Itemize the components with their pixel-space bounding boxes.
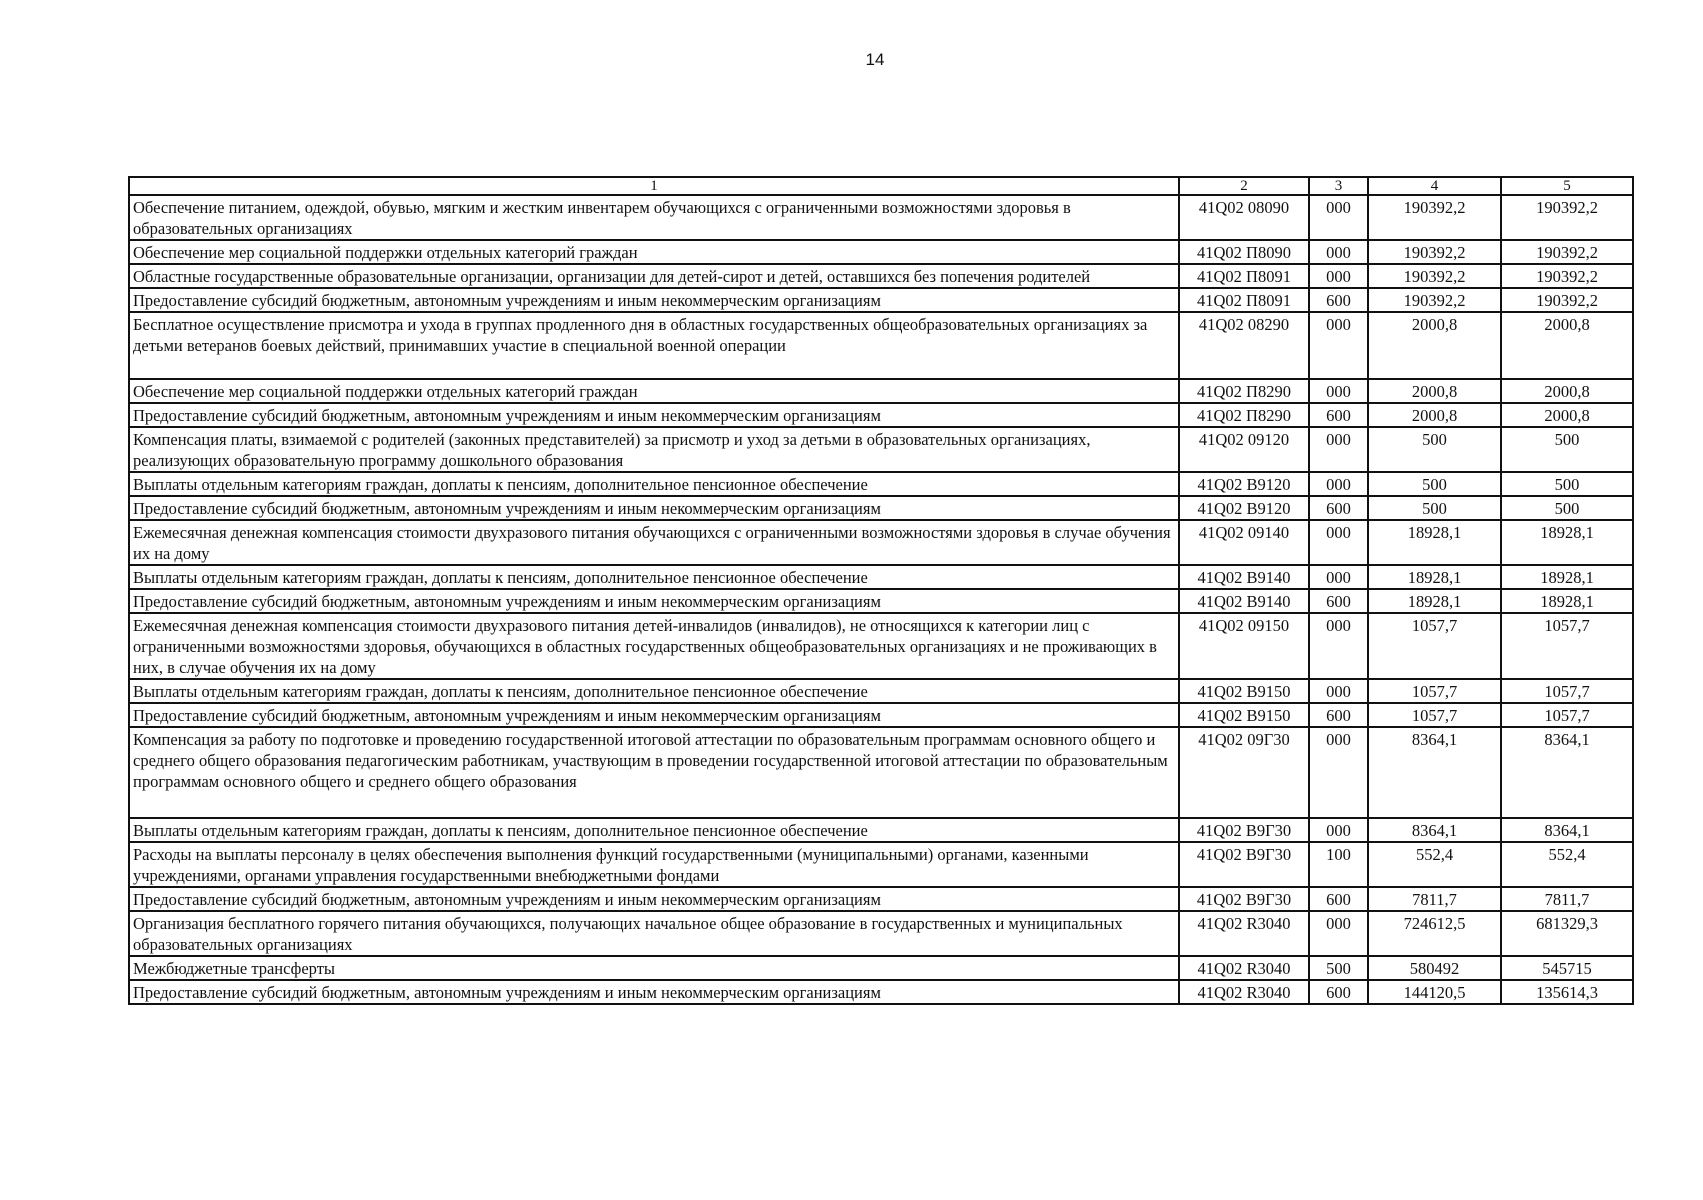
row-sum2-cell: 1057,7: [1501, 679, 1633, 703]
row-kvr-cell: 000: [1309, 565, 1368, 589]
row-code-cell: 41Q02 B9Г30: [1179, 842, 1309, 887]
row-code-cell: 41Q02 08090: [1179, 195, 1309, 240]
row-sum2-cell: 681329,3: [1501, 911, 1633, 956]
row-code-cell: 41Q02 R3040: [1179, 956, 1309, 980]
row-kvr-cell: 000: [1309, 679, 1368, 703]
row-sum1-cell: 1057,7: [1368, 679, 1501, 703]
row-code-cell: 41Q02 B9140: [1179, 589, 1309, 613]
row-sum2-cell: 8364,1: [1501, 818, 1633, 842]
row-code-cell: 41Q02 П8290: [1179, 403, 1309, 427]
table-row: [129, 818, 1633, 842]
row-sum1-cell: 18928,1: [1368, 589, 1501, 613]
row-sum1-cell: 500: [1368, 427, 1501, 472]
row-name-cell: Предоставление субсидий бюджетным, автономным учреждениям и иным некоммерческим организациям: [129, 589, 1179, 613]
header-col-4: 4: [1368, 177, 1501, 195]
row-kvr-cell: 100: [1309, 842, 1368, 887]
row-sum2-cell: 2000,8: [1501, 403, 1633, 427]
row-code-cell: 41Q02 B9140: [1179, 565, 1309, 589]
table-row: [129, 520, 1633, 565]
table-row: [129, 703, 1633, 727]
row-code-cell: 41Q02 B9120: [1179, 496, 1309, 520]
row-kvr-cell: 600: [1309, 403, 1368, 427]
row-sum1-cell: 724612,5: [1368, 911, 1501, 956]
row-kvr-cell: 000: [1309, 472, 1368, 496]
row-name-cell: Обеспечение мер социальной поддержки отдельных категорий граждан: [129, 379, 1179, 403]
row-kvr-cell: 600: [1309, 887, 1368, 911]
budget-table: [128, 176, 1634, 1005]
row-kvr-cell: 000: [1309, 520, 1368, 565]
table-row: [129, 565, 1633, 589]
row-sum2-cell: 18928,1: [1501, 589, 1633, 613]
row-name-cell: Компенсация платы, взимаемой с родителей (законных представителей) за присмотр и уход за детьми в образовательных организациях, реализующих образовательную программу дошкольного образования: [129, 427, 1179, 472]
row-name-cell: Выплаты отдельным категориям граждан, доплаты к пенсиям, дополнительное пенсионное обеспечение: [129, 818, 1179, 842]
row-code-cell: 41Q02 08290: [1179, 312, 1309, 379]
row-sum1-cell: 190392,2: [1368, 288, 1501, 312]
row-sum2-cell: 2000,8: [1501, 312, 1633, 379]
row-code-cell: 41Q02 09Г30: [1179, 727, 1309, 818]
row-sum1-cell: 144120,5: [1368, 980, 1501, 1004]
row-code-cell: 41Q02 R3040: [1179, 980, 1309, 1004]
row-sum1-cell: 2000,8: [1368, 312, 1501, 379]
row-sum1-cell: 500: [1368, 472, 1501, 496]
row-code-cell: 41Q02 B9Г30: [1179, 887, 1309, 911]
table-row: [129, 887, 1633, 911]
table-body: [129, 195, 1633, 1004]
row-code-cell: 41Q02 B9150: [1179, 703, 1309, 727]
row-kvr-cell: 000: [1309, 240, 1368, 264]
row-code-cell: 41Q02 B9150: [1179, 679, 1309, 703]
row-code-cell: 41Q02 09140: [1179, 520, 1309, 565]
row-name-cell: Предоставление субсидий бюджетным, автономным учреждениям и иным некоммерческим организациям: [129, 288, 1179, 312]
row-sum2-cell: 1057,7: [1501, 703, 1633, 727]
header-row: [129, 177, 1633, 195]
row-code-cell: 41Q02 B9Г30: [1179, 818, 1309, 842]
row-sum1-cell: 190392,2: [1368, 264, 1501, 288]
row-name-cell: Ежемесячная денежная компенсация стоимости двухразового питания детей-инвалидов (инвалидов), не относящихся к категории лиц с ограниченными возможностями здоровья, обучающихся в областных государственных общеобразовательных организациях и не проживающих в них, в случае обучения их на дому: [129, 613, 1179, 679]
table-row: [129, 427, 1633, 472]
row-sum2-cell: 500: [1501, 496, 1633, 520]
row-sum1-cell: 8364,1: [1368, 727, 1501, 818]
table-row: [129, 956, 1633, 980]
table-row: [129, 288, 1633, 312]
table-row: [129, 240, 1633, 264]
row-name-cell: Предоставление субсидий бюджетным, автономным учреждениям и иным некоммерческим организациям: [129, 980, 1179, 1004]
table-row: [129, 589, 1633, 613]
row-name-cell: Компенсация за работу по подготовке и проведению государственной итоговой аттестации по образовательным программам основного общего и среднего общего образования педагогическим работникам, участвующим в проведении государственной итоговой аттестации по образовательным программам основного общего и среднего общего образования: [129, 727, 1179, 818]
row-sum2-cell: 545715: [1501, 956, 1633, 980]
header-col-3: 3: [1309, 177, 1368, 195]
table-row: [129, 472, 1633, 496]
row-kvr-cell: 000: [1309, 727, 1368, 818]
row-sum1-cell: 1057,7: [1368, 613, 1501, 679]
row-kvr-cell: 000: [1309, 613, 1368, 679]
page-number: 14: [865, 50, 885, 69]
row-code-cell: 41Q02 09120: [1179, 427, 1309, 472]
row-sum1-cell: 552,4: [1368, 842, 1501, 887]
table-header: [129, 177, 1633, 195]
row-sum1-cell: 8364,1: [1368, 818, 1501, 842]
row-sum2-cell: 190392,2: [1501, 195, 1633, 240]
row-name-cell: Ежемесячная денежная компенсация стоимости двухразового питания обучающихся с ограниченными возможностями здоровья в случае обучения их на дому: [129, 520, 1179, 565]
row-kvr-cell: 500: [1309, 956, 1368, 980]
row-sum1-cell: 2000,8: [1368, 379, 1501, 403]
table-row: [129, 911, 1633, 956]
row-name-cell: Обеспечение мер социальной поддержки отдельных категорий граждан: [129, 240, 1179, 264]
row-name-cell: Предоставление субсидий бюджетным, автономным учреждениям и иным некоммерческим организациям: [129, 703, 1179, 727]
row-code-cell: 41Q02 B9120: [1179, 472, 1309, 496]
row-sum2-cell: 190392,2: [1501, 288, 1633, 312]
row-sum1-cell: 190392,2: [1368, 240, 1501, 264]
row-name-cell: Обеспечение питанием, одеждой, обувью, мягким и жестким инвентарем обучающихся с ограниченными возможностями здоровья в образовательных организациях: [129, 195, 1179, 240]
row-code-cell: 41Q02 09150: [1179, 613, 1309, 679]
table-row: [129, 727, 1633, 818]
row-kvr-cell: 600: [1309, 288, 1368, 312]
table-row: [129, 980, 1633, 1004]
row-name-cell: Выплаты отдельным категориям граждан, доплаты к пенсиям, дополнительное пенсионное обеспечение: [129, 565, 1179, 589]
table-row: [129, 312, 1633, 379]
row-kvr-cell: 600: [1309, 589, 1368, 613]
row-sum1-cell: 190392,2: [1368, 195, 1501, 240]
row-sum2-cell: 7811,7: [1501, 887, 1633, 911]
row-kvr-cell: 000: [1309, 312, 1368, 379]
row-sum2-cell: 18928,1: [1501, 565, 1633, 589]
row-sum1-cell: 18928,1: [1368, 520, 1501, 565]
row-sum1-cell: 580492: [1368, 956, 1501, 980]
row-name-cell: Выплаты отдельным категориям граждан, доплаты к пенсиям, дополнительное пенсионное обеспечение: [129, 679, 1179, 703]
row-code-cell: 41Q02 П8091: [1179, 288, 1309, 312]
row-sum2-cell: 135614,3: [1501, 980, 1633, 1004]
row-kvr-cell: 000: [1309, 427, 1368, 472]
row-sum1-cell: 18928,1: [1368, 565, 1501, 589]
row-sum1-cell: 500: [1368, 496, 1501, 520]
table-row: [129, 679, 1633, 703]
row-name-cell: Бесплатное осуществление присмотра и ухода в группах продленного дня в областных государственных общеобразовательных организациях за детьми ветеранов боевых действий, принимавших участие в специальной военной операции: [129, 312, 1179, 379]
row-kvr-cell: 600: [1309, 496, 1368, 520]
table-row: [129, 613, 1633, 679]
row-sum2-cell: 500: [1501, 427, 1633, 472]
row-sum2-cell: 2000,8: [1501, 379, 1633, 403]
row-sum2-cell: 18928,1: [1501, 520, 1633, 565]
row-sum1-cell: 2000,8: [1368, 403, 1501, 427]
header-col-1: 1: [129, 177, 1179, 195]
row-sum1-cell: 7811,7: [1368, 887, 1501, 911]
row-name-cell: Расходы на выплаты персоналу в целях обеспечения выполнения функций государственными (муниципальными) органами, казенными учреждениями, органами управления государственными внебюджетными фондами: [129, 842, 1179, 887]
row-code-cell: 41Q02 П8290: [1179, 379, 1309, 403]
row-kvr-cell: 000: [1309, 379, 1368, 403]
row-sum2-cell: 190392,2: [1501, 264, 1633, 288]
row-name-cell: Областные государственные образовательные организации, организации для детей-сирот и детей, оставшихся без попечения родителей: [129, 264, 1179, 288]
table-row: [129, 496, 1633, 520]
row-name-cell: Предоставление субсидий бюджетным, автономным учреждениям и иным некоммерческим организациям: [129, 403, 1179, 427]
row-kvr-cell: 600: [1309, 703, 1368, 727]
row-name-cell: Межбюджетные трансферты: [129, 956, 1179, 980]
header-col-2: 2: [1179, 177, 1309, 195]
row-sum2-cell: 500: [1501, 472, 1633, 496]
row-code-cell: 41Q02 R3040: [1179, 911, 1309, 956]
row-name-cell: Предоставление субсидий бюджетным, автономным учреждениям и иным некоммерческим организациям: [129, 887, 1179, 911]
row-sum2-cell: 552,4: [1501, 842, 1633, 887]
row-sum2-cell: 190392,2: [1501, 240, 1633, 264]
table-row: [129, 842, 1633, 887]
table-row: [129, 264, 1633, 288]
row-code-cell: 41Q02 П8091: [1179, 264, 1309, 288]
row-name-cell: Организация бесплатного горячего питания обучающихся, получающих начальное общее образование в государственных и муниципальных образовательных организациях: [129, 911, 1179, 956]
row-kvr-cell: 000: [1309, 195, 1368, 240]
row-sum2-cell: 8364,1: [1501, 727, 1633, 818]
header-col-5: 5: [1501, 177, 1633, 195]
row-name-cell: Выплаты отдельным категориям граждан, доплаты к пенсиям, дополнительное пенсионное обеспечение: [129, 472, 1179, 496]
table-row: [129, 379, 1633, 403]
table-row: [129, 403, 1633, 427]
row-name-cell: Предоставление субсидий бюджетным, автономным учреждениям и иным некоммерческим организациям: [129, 496, 1179, 520]
table-row: [129, 195, 1633, 240]
row-kvr-cell: 000: [1309, 264, 1368, 288]
row-kvr-cell: 000: [1309, 911, 1368, 956]
row-sum2-cell: 1057,7: [1501, 613, 1633, 679]
row-kvr-cell: 600: [1309, 980, 1368, 1004]
row-code-cell: 41Q02 П8090: [1179, 240, 1309, 264]
row-kvr-cell: 000: [1309, 818, 1368, 842]
row-sum1-cell: 1057,7: [1368, 703, 1501, 727]
